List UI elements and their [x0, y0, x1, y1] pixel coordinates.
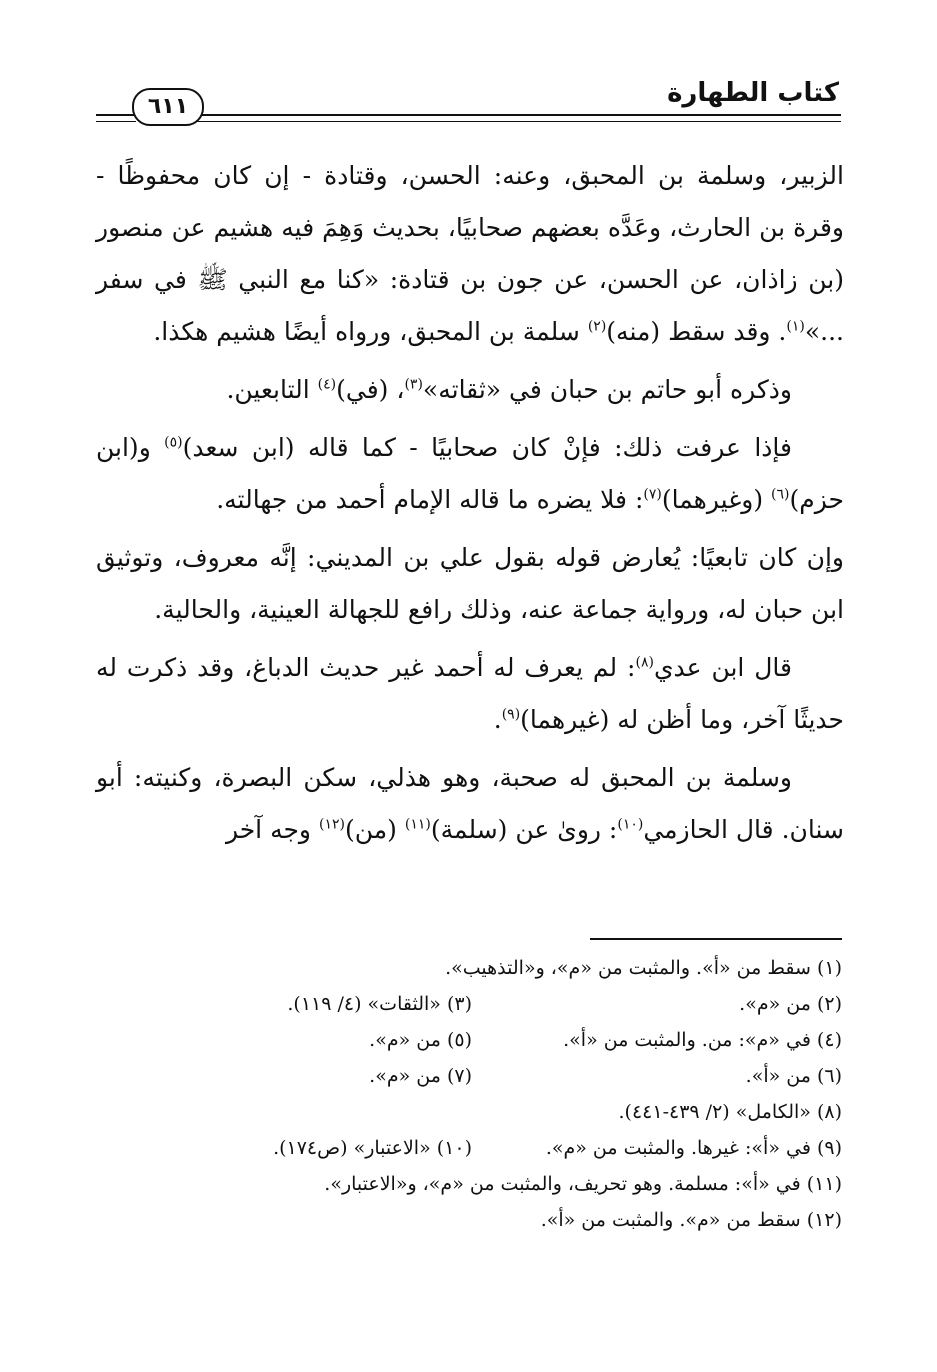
page-header: [96, 72, 841, 132]
footnote: (٥) من «م».: [369, 1029, 472, 1051]
footnote: (١٢) سقط من «م». والمثبت من «أ».: [540, 1209, 842, 1231]
footnote-ref: (٤): [317, 376, 337, 393]
footnote: (١١) في «أ»: مسلمة. وهو تحريف، والمثبت من «م»، و«الاعتبار».: [324, 1173, 842, 1195]
footnote-ref: (١٠): [617, 816, 644, 833]
footnote-ref: (٧): [643, 486, 662, 503]
page-number: ٦١١: [132, 88, 204, 126]
footnote-ref: (٩): [501, 706, 521, 723]
footnote-ref: (٢): [587, 318, 607, 335]
footnotes: [150, 950, 842, 1238]
footnote: (٣) «الثقات» (٤/ ١١٩).: [287, 993, 472, 1015]
footnote-ref: (٨): [635, 654, 654, 671]
paragraph: الزبير، وسلمة بن المحبق، وعنه: الحسن، وقتادة - إن كان محفوظًا - وقرة بن الحارث، وعَدَّه بعضهم صحابيًا، بحديث وَهِمَ فيه هشيم عن منصور (بن زاذان، عن الحسن، عن جون بن قتادة: «كنا مع النبي ﷺ في سفر ...»$^{(١)}$. وقد سقط (منه)$^{(٢)}$ سلمة بن المحبق، ورواه أيضًا هشيم هكذا.: [96, 161, 844, 346]
footnote-ref: (٥): [164, 434, 183, 451]
header-rule: [196, 114, 841, 122]
footnote-ref: (٣): [404, 376, 423, 393]
footnote-row: [150, 986, 842, 1022]
header-rule-left: [96, 114, 136, 122]
footnote: (٤) في «م»: من. والمثبت من «أ».: [563, 1029, 842, 1051]
chapter-title: كتاب الطهارة: [667, 78, 839, 108]
footnote-row: [150, 1130, 842, 1166]
paragraph: قال ابن عدي$^{(٨)}$: لم يعرف له أحمد غير حديث الدباغ، وقد ذكرت له حديثًا آخر، وما أظن له (غيرهما)$^{(٩)}$.: [96, 653, 844, 734]
footnote-ref: (١): [786, 318, 805, 335]
footnote: (٩) في «أ»: غيرها. والمثبت من «م».: [545, 1137, 842, 1159]
footnote: (٧) من «م».: [369, 1065, 472, 1087]
footnote-ref: (١١): [404, 816, 431, 833]
footnote: (١٠) «الاعتبار» (ص١٧٤).: [273, 1137, 472, 1159]
footnote-separator: [590, 938, 842, 940]
paragraph: فإذا عرفت ذلك: فإنْ كان صحابيًا - كما قاله (ابن سعد)$^{(٥)}$ و(ابن حزم)$^{(٦)}$ (وغيرهما)$^{(٧)}$: فلا يضره ما قاله الإمام أحمد من جهالته.: [96, 433, 844, 514]
paragraph: وسلمة بن المحبق له صحبة، وهو هذلي، سكن البصرة، وكنيته: أبو سنان. قال الحازمي$^{(١٠)}$: روىٰ عن (سلمة)$^{(١١)}$ (من)$^{(١٢)}$ وجه آخر: [96, 763, 844, 844]
paragraph: وإن كان تابعيًا: يُعارض قوله بقول علي بن المديني: إنَّه معروف، وتوثيق ابن حبان له، ورواية جماعة عنه، وذلك رافع للجهالة العينية، والحالية.: [96, 543, 844, 624]
footnote: (٨) «الكامل» (٢/ ٤٣٩-٤٤١).: [618, 1101, 842, 1123]
footnote-row: [150, 1058, 842, 1094]
footnote-ref: (٦): [771, 486, 790, 503]
footnote: (٦) من «أ».: [745, 1065, 842, 1087]
footnote-row: [150, 1022, 842, 1058]
paragraph: وذكره أبو حاتم بن حبان في «ثقاته»$^{(٣)}$، (في)$^{(٤)}$ التابعين.: [226, 375, 792, 404]
footnote: (١) سقط من «أ». والمثبت من «م»، و«التذهيب».: [445, 957, 842, 979]
main-text: [96, 150, 844, 862]
footnote: (٢) من «م».: [739, 993, 842, 1015]
footnote-ref: (١٢): [318, 816, 345, 833]
